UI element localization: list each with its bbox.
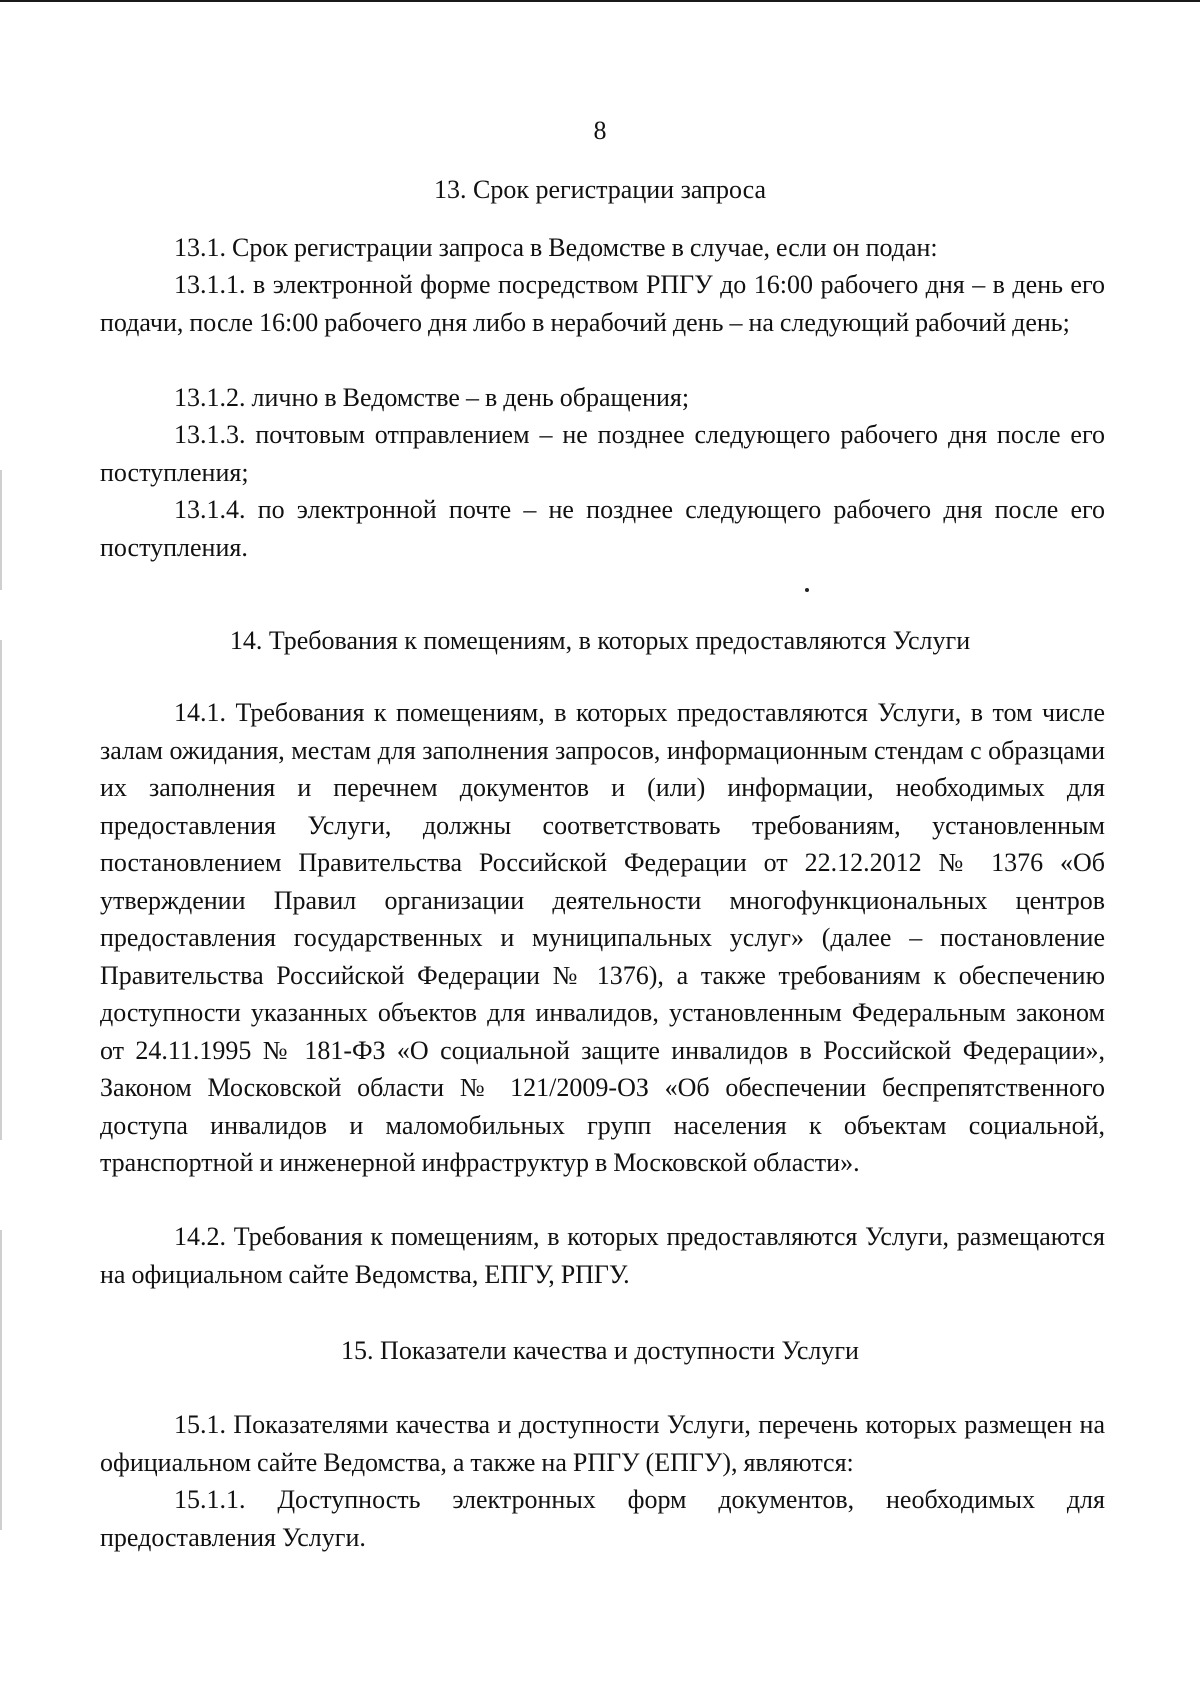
page-number: 8	[593, 116, 607, 145]
paragraph-14-2: 14.2. Требования к помещениям, в которых предоставляются Услуги, размещаются на официальном сайте Ведомства, ЕПГУ, РПГУ.	[100, 1222, 1105, 1289]
paragraph-13-1-1: 13.1.1. в электронной форме посредством РПГУ до 16:00 рабочего дня – в день его подачи, после 16:00 рабочего дня либо в нерабочий день – на следующий рабочий день;	[100, 270, 1105, 337]
page-top-edge	[0, 0, 1200, 2]
paragraph-15-1-1: 15.1.1. Доступность электронных форм документов, необходимых для предоставления Услуги.	[100, 1485, 1105, 1552]
paragraph-13-1-2: 13.1.2. лично в Ведомстве – в день обращения;	[174, 383, 690, 412]
scan-speck	[805, 588, 809, 592]
section-13-heading: 13. Срок регистрации запроса	[433, 175, 767, 204]
scan-edge-mark	[0, 1230, 2, 1530]
paragraph-15-1: 15.1. Показателями качества и доступности Услуги, перечень которых размещен на официальном сайте Ведомства, а также на РПГУ (ЕПГУ), являются:	[100, 1410, 1105, 1477]
section-15-heading: 15. Показатели качества и доступности Услуги	[341, 1336, 859, 1365]
scan-edge-mark	[0, 470, 2, 590]
paragraph-13-1-3: 13.1.3. почтовым отправлением – не позднее следующего рабочего дня после его поступления;	[100, 420, 1105, 487]
section-14-heading: 14. Требования к помещениям, в которых предоставляются Услуги	[229, 626, 971, 655]
scan-edge-mark	[0, 640, 2, 1140]
paragraph-14-1: 14.1. Требования к помещениям, в которых предоставляются Услуги, в том числе залам ожидания, местам для заполнения запросов, информационным стендам с образцами их заполнения и перечнем документов и (или) информации, необходимых для предоставления Услуги, должны соответствовать требованиям, установленным постановлением Правительства Российской Федерации от 22.12.2012 № 1376 «Об утверждении Правил организации деятельности многофункциональных центров предоставления государственных и муниципальных услуг» (далее – постановление Правительства Российской Федерации № 1376), а также требованиям к обеспечению доступности указанных объектов для инвалидов, установленным Федеральным законом от 24.11.1995 № 181-ФЗ «О социальной защите инвалидов в Российской Федерации», Законом Московской области № 121/2009-ОЗ «Об обеспечении беспрепятственного доступа инвалидов и маломобильных групп населения к объектам социальной, транспортной и инженерной инфраструктур в Московской области».	[100, 698, 1105, 1177]
paragraph-13-1: 13.1. Срок регистрации запроса в Ведомстве в случае, если он подан:	[174, 233, 938, 262]
paragraph-13-1-4: 13.1.4. по электронной почте – не позднее следующего рабочего дня после его поступления.	[100, 495, 1105, 562]
